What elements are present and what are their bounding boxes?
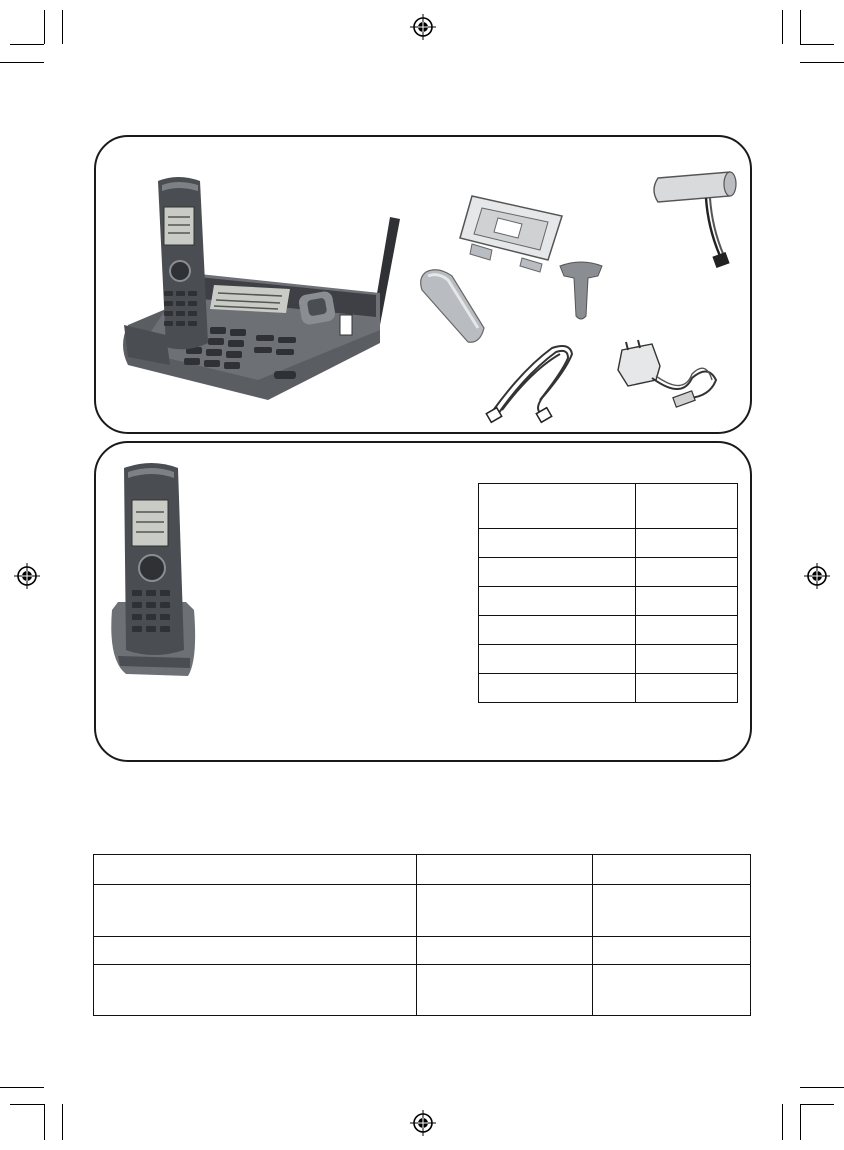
- table-cell: [94, 965, 417, 1016]
- table-row: [94, 855, 751, 885]
- table-cell: [636, 529, 738, 558]
- table-cell: [636, 587, 738, 616]
- battery-pack-image: [650, 168, 740, 276]
- table-cell: [593, 937, 751, 965]
- belt-clip-image: [418, 266, 486, 346]
- table-cell: [593, 855, 751, 885]
- table-row: [479, 558, 738, 587]
- registration-mark-left: [14, 563, 40, 589]
- extra-handset-image: [106, 460, 202, 684]
- table-cell: [417, 885, 593, 937]
- table-cell: [593, 885, 751, 937]
- table-cell: [417, 937, 593, 965]
- table-row: [479, 616, 738, 645]
- table-row: [94, 885, 751, 937]
- table-cell: [479, 674, 636, 703]
- model-table-header-row: [479, 484, 738, 529]
- table-cell: [417, 855, 593, 885]
- table-cell: [479, 558, 636, 587]
- table-cell: [593, 965, 751, 1016]
- model-table-header-cell: [479, 484, 636, 529]
- telephone-cord-image: [482, 340, 582, 426]
- table-cell: [94, 885, 417, 937]
- table-row: [94, 937, 751, 965]
- table-row: [479, 674, 738, 703]
- registration-mark-bottom: [410, 1110, 436, 1136]
- table-row: [479, 645, 738, 674]
- registration-mark-right: [804, 563, 830, 589]
- table-row: [479, 529, 738, 558]
- ac-adapter-image: [612, 340, 722, 414]
- table-cell: [94, 937, 417, 965]
- table-cell: [479, 616, 636, 645]
- table-cell: [479, 529, 636, 558]
- registration-mark-top: [410, 14, 436, 40]
- table-cell: [636, 674, 738, 703]
- table-cell: [94, 855, 417, 885]
- table-cell: [636, 558, 738, 587]
- table-cell: [636, 616, 738, 645]
- spec-table: [93, 854, 751, 1016]
- deskmount-bracket-image: [452, 188, 567, 273]
- wall-adapter-image: [556, 260, 606, 324]
- table-cell: [417, 965, 593, 1016]
- table-cell: [636, 645, 738, 674]
- table-row: [479, 587, 738, 616]
- table-cell: [479, 587, 636, 616]
- model-table: [478, 483, 738, 703]
- base-with-handset-image: [118, 175, 408, 410]
- model-table-header-cell: [636, 484, 738, 529]
- table-cell: [479, 645, 636, 674]
- table-row: [94, 965, 751, 1016]
